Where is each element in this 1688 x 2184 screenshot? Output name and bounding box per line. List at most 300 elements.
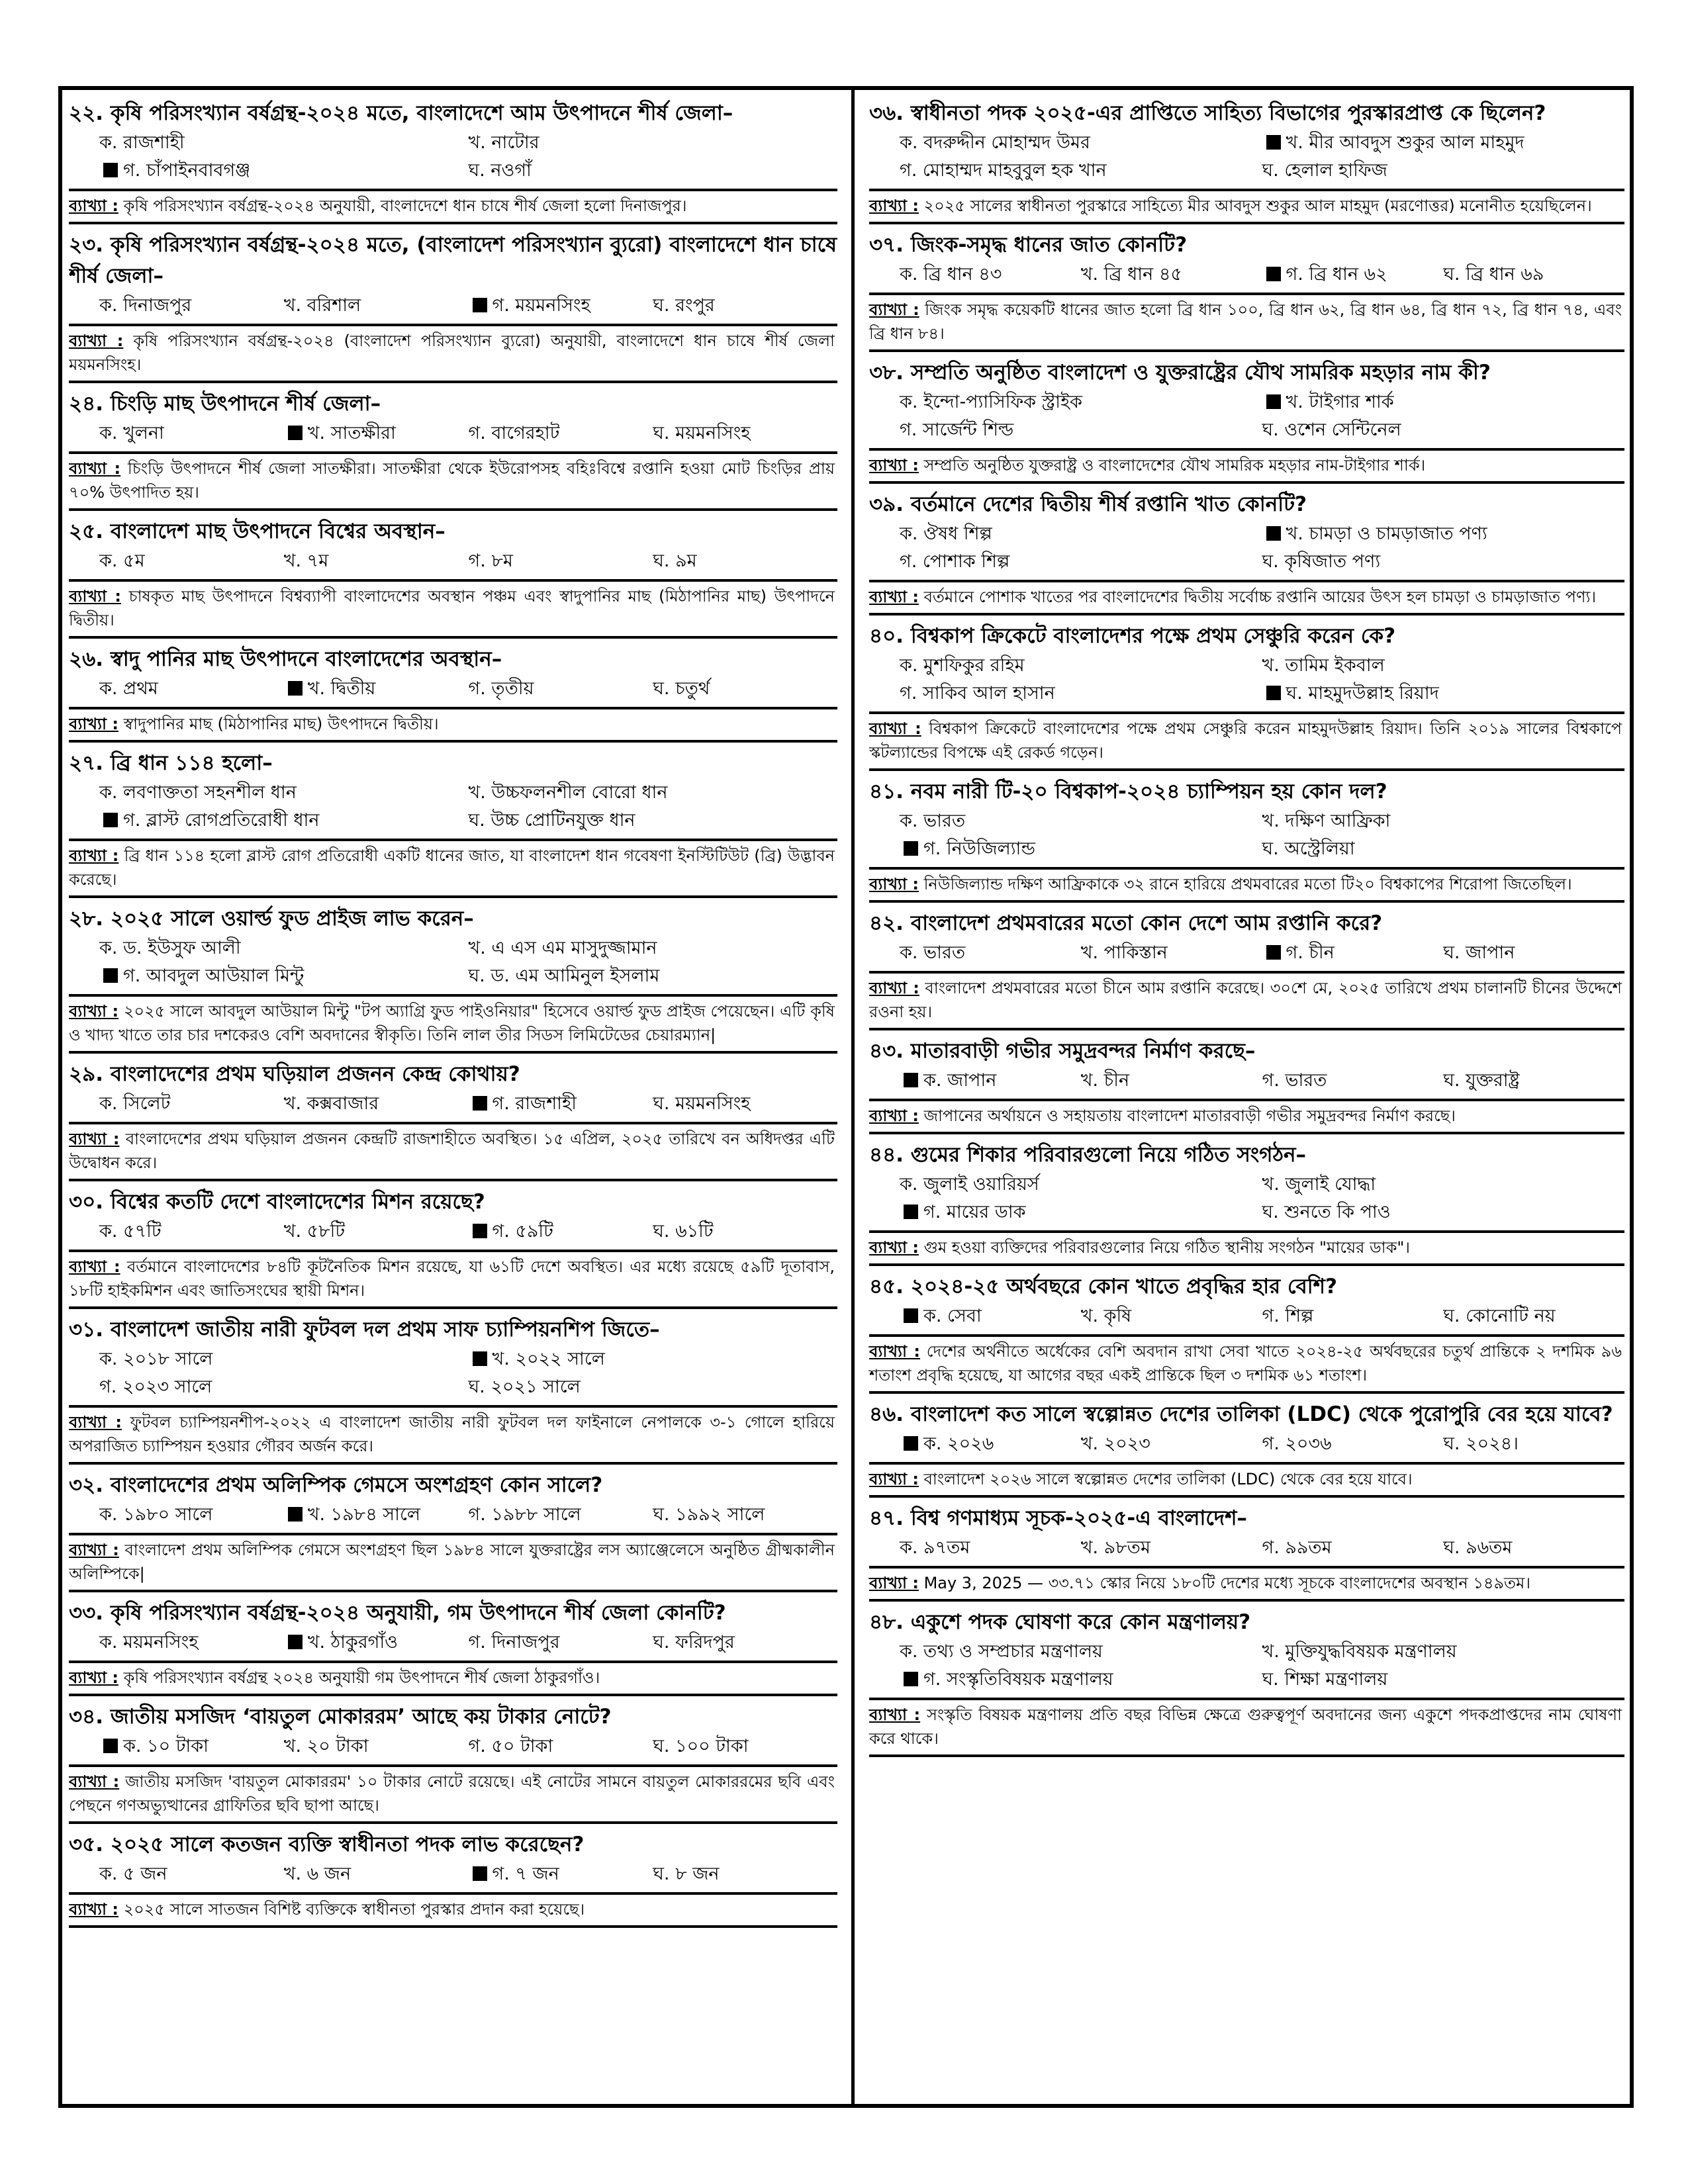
answer-option-text: ক. ৫ জন (99, 1864, 167, 1884)
options-group (869, 807, 1624, 863)
question-block (869, 621, 1624, 771)
answer-option (284, 547, 469, 575)
explanation (69, 1405, 837, 1465)
explanation (69, 1661, 837, 1696)
answer-option (1262, 1666, 1625, 1694)
answer-option (900, 1067, 1081, 1095)
correct-answer-marker-icon (288, 1507, 303, 1522)
explanation-label: ব্যাখ্যা : (69, 1772, 120, 1791)
answer-option-text: ঘ. রংপুর (653, 295, 715, 316)
explanation (869, 189, 1624, 224)
explanation (869, 1334, 1624, 1394)
question-title: ২৭. ব্রি ধান ১১৪ হলো– (69, 751, 273, 775)
answer-option-text: ঘ. জাপান (1443, 942, 1515, 963)
answer-option (99, 1733, 284, 1760)
explanation (69, 839, 837, 898)
explanation-label: ব্যাখ্যা : (69, 197, 118, 215)
answer-option-text: খ. দ্বিতীয় (307, 678, 376, 699)
answer-option (469, 157, 838, 185)
options-group (869, 1067, 1624, 1095)
explanation-text: জাতীয় মসজিদ 'বায়তুল মোকাররম' ১০ টাকার নোটে রয়েছে। এই নোটের সামনে বায়তুল মোকাররমের ছবি এবং পেছনে গণঅভ্যুত্থানের গ্রাফিতির ছবি ছাপা আছে। (69, 1772, 835, 1815)
question-block (869, 1399, 1624, 1498)
answer-option (1443, 939, 1624, 967)
answer-option-text: খ. ২০ টাকা (283, 1736, 369, 1756)
answer-option-text: ঘ. ময়মনসিংহ (653, 423, 751, 443)
explanation-label: ব্যাখ্যা : (69, 332, 124, 350)
answer-option (1443, 1534, 1624, 1562)
answer-option (1081, 1534, 1262, 1562)
answer-option (284, 1090, 469, 1118)
answer-option (1262, 261, 1444, 289)
explanation-label: ব্যাখ্যা : (869, 1107, 919, 1125)
explanation (869, 1566, 1624, 1602)
explanation-label: ব্যাখ্যা : (69, 1130, 120, 1148)
answer-option (1081, 261, 1262, 289)
question-block (69, 644, 837, 743)
explanation (69, 324, 837, 383)
answer-option (469, 962, 838, 990)
answer-option (99, 1090, 284, 1118)
answer-option-text: গ. তৃতীয় (468, 678, 534, 699)
answer-option-text: ঘ. কোনোটি নয় (1443, 1306, 1556, 1326)
answer-option (469, 675, 653, 703)
answer-option-text: ঘ. কৃষিজাত পণ্য (1262, 551, 1381, 572)
question-title: ৪৭. বিশ্ব গণমাধ্যম সূচক-২০২৫-এ বাংলাদেশ– (869, 1506, 1247, 1530)
answer-option (99, 547, 284, 575)
question-block (869, 1607, 1624, 1757)
answer-option (900, 1638, 1262, 1666)
answer-option (284, 1629, 469, 1657)
left-column (69, 98, 847, 2096)
explanation-label: ব্যাখ্যা : (69, 1900, 118, 1919)
explanation-text: কৃষি পরিসংখ্যান বর্ষগ্রন্থ ২০২৪ অনুযায়ী গম উৎপাদনে শীর্ষ জেলা ঠাকুরগাঁও। (123, 1668, 600, 1687)
correct-answer-marker-icon (904, 1205, 918, 1219)
question-title: ২৮. ২০২৫ সালে ওয়ার্ল্ড ফুড প্রাইজ লাভ করেন– (69, 907, 474, 931)
answer-option-text: ক. ড. ইউসুফ আলী (99, 938, 241, 958)
question-block (69, 1702, 837, 1824)
explanation-label: ব্যাখ্যা : (69, 587, 121, 606)
answer-option-text: গ. পোশাক শিল্প (900, 551, 1010, 572)
answer-option (1443, 1430, 1624, 1458)
answer-option (1443, 1067, 1624, 1095)
explanation (869, 1462, 1624, 1498)
answer-option-text: খ. ১৯৮৪ সালে (307, 1504, 420, 1525)
question-title: ২৩. কৃষি পরিসংখ্যান বর্ষগ্রন্থ-২০২৪ মতে, (বাংলাদেশ পরিসংখ্যান ব্যুরো) বাংলাদেশে ধান চাষে শীর্ষ জেলা– (69, 233, 837, 288)
question-block (869, 230, 1624, 352)
answer-option-text: গ. ৫৯টি (492, 1221, 553, 1242)
correct-answer-marker-icon (473, 1224, 487, 1238)
explanation-label: ব্যাখ্যা : (869, 456, 919, 475)
explanation-text: চিংড়ি উৎপাদনে শীর্ষ জেলা সাতক্ষীরা। সাতক্ষীরা থেকে ইউরোপসহ বহিঃবিশ্বে রপ্তানি হওয়া মোট চিংড়ির প্রায় ৭০% উৎপাদিত হয়। (69, 459, 835, 502)
explanation-label: ব্যাখ্যা : (869, 1706, 921, 1724)
options-group (869, 1638, 1624, 1694)
correct-answer-marker-icon (904, 1436, 918, 1451)
options-group (69, 1345, 837, 1401)
options-group (69, 934, 837, 990)
question-title: ৪৬. বাংলাদেশ কত সালে স্বল্পোন্নত দেশের তালিকা (LDC) থেকে পুরোপুরি বের হয়ে যাবে? (869, 1402, 1613, 1426)
answer-option-text: ঘ. ফরিদপুর (653, 1632, 735, 1653)
answer-option-text: খ. উচ্চফলনশীল বোরো ধান (468, 782, 668, 803)
answer-option (99, 1501, 284, 1529)
explanation-label: ব্যাখ্যা : (69, 1541, 119, 1559)
options-group (869, 520, 1624, 576)
question-title: ৩৬. স্বাধীনতা পদক ২০২৫-এর প্রাপ্তিতে সাহিত্য বিভাগের পুরস্কারপ্রাপ্ত কে ছিলেন? (869, 101, 1546, 125)
answer-option (99, 129, 469, 157)
explanation-label: ব্যাখ্যা : (869, 979, 919, 997)
options-group (69, 1733, 837, 1760)
answer-option (469, 1501, 653, 1529)
correct-answer-marker-icon (473, 1096, 487, 1111)
question-title: ৩৩. কৃষি পরিসংখ্যান বর্ষগ্রন্থ-২০২৪ অনুযায়ী, গম উৎপাদনে শীর্ষ জেলা কোনটি? (69, 1601, 726, 1625)
explanation-text: ফুটবল চ্যাম্পিয়নশীপ-২০২২ এ বাংলাদেশ জাতীয় নারী ফুটবল দল ফাইনালে নেপালকে ৩-১ গোলে হারিয়ে অপরাজিত চ্যাম্পিয়ন হওয়ার গৌরব অর্জন করে। (69, 1413, 835, 1455)
question-block (69, 98, 837, 224)
answer-option-text: ঘ. ৮ জন (653, 1864, 720, 1884)
explanation-text: স্বাদুপানির মাছ (মিঠাপানির মাছ) উৎপাদনে দ্বিতীয়। (123, 715, 439, 733)
explanation-text: গুম হওয়া ব্যক্তিদের পরিবারগুলোর নিয়ে গঠিত স্থানীয় সংগঠন "মায়ের ডাক"। (923, 1238, 1410, 1257)
answer-option-text: গ. সংস্কৃতিবিষয়ক মন্ত্রণালয় (923, 1669, 1113, 1690)
explanation-text: বাংলাদেশ ২০২৬ সালে স্বল্পোন্নত দেশের তালিকা (LDC) থেকে বের হয়ে যাবে। (923, 1470, 1413, 1488)
answer-option-text: গ. ময়মনসিংহ (492, 295, 590, 316)
answer-option-text: ক. বদরুদ্দীন মোহাম্মদ উমর (900, 132, 1090, 153)
answer-option-text: গ. চাঁপাইনবাবগঞ্জ (123, 160, 251, 181)
answer-option-text: গ. বাগেরহাট (468, 423, 560, 443)
explanation-text: ২০২৫ সালে আবদুল আউয়াল মিন্টু "টপ অ্যাগ্রি ফুড পাইওনিয়ার" হিসেবে ওয়ার্ল্ড ফুড প্রাইজ পেয়েছেন। এটি কৃষি ও খাদ্য খাতে তার চার দশকেরও বেশি অবদানের স্বীকৃতি। তিনি লাল তীর সিডস লিমিটেডের চেয়ারম্যান| (69, 1002, 835, 1044)
answer-option-text: গ. ব্রি ধান ৬২ (1286, 264, 1387, 285)
answer-option (900, 416, 1262, 444)
answer-option (469, 1629, 653, 1657)
explanation-label: ব্যাখ্যা : (869, 875, 919, 893)
answer-option (1262, 1199, 1625, 1226)
answer-option (284, 292, 469, 320)
options-group (69, 1218, 837, 1246)
answer-option (469, 547, 653, 575)
correct-answer-marker-icon (1266, 135, 1281, 150)
question-block (869, 489, 1624, 615)
options-group (869, 1171, 1624, 1226)
answer-option-text: ঘ. ২০২৪। (1443, 1433, 1519, 1454)
question-block (869, 908, 1624, 1030)
answer-option (1262, 388, 1625, 416)
question-title: ৩৫. ২০২৫ সালে কতজন ব্যক্তি স্বাধীনতা পদক লাভ করেছেন? (69, 1833, 585, 1856)
answer-option-text: ক. ঔষধ শিল্প (900, 523, 992, 544)
answer-option (469, 934, 838, 962)
explanation-text: নিউজিল্যান্ড দক্ষিণ আফ্রিকাকে ৩২ রানে হারিয়ে প্রথমবারের মতো টি২০ বিশ্বকাপের শিরোপা জিতেছিল। (923, 875, 1572, 893)
answer-option-text: ঘ. উচ্চ প্রোটিনযুক্ত ধান (468, 810, 635, 831)
question-block (69, 1187, 837, 1309)
options-group (869, 652, 1624, 707)
answer-option-text: খ. ২০২৩ (1080, 1433, 1150, 1454)
answer-option-text: ক. রাজশাহী (99, 132, 185, 153)
answer-option (1262, 835, 1625, 863)
options-group (869, 129, 1624, 185)
question-title: ৪৫. ২০২৪-২৫ অর্থবছরে কোন খাতে প্রবৃদ্ধির হার বেশি? (869, 1275, 1337, 1298)
answer-option (1262, 939, 1444, 967)
question-title: ৪১. নবম নারী টি-২০ বিশ্বকাপ-২০২৪ চ্যাম্পিয়ন হয় কোন দল? (869, 780, 1387, 803)
correct-answer-marker-icon (1266, 686, 1281, 700)
answer-option (99, 292, 284, 320)
question-title: ২৪. চিংড়ি মাছ উৎপাদনে শীর্ষ জেলা– (69, 392, 381, 416)
answer-option (284, 1860, 469, 1888)
answer-option-text: ঘ. ব্রি ধান ৬৯ (1443, 264, 1544, 285)
answer-option-text: খ. নাটোর (468, 132, 539, 153)
answer-option (99, 962, 469, 990)
answer-option (1262, 680, 1625, 707)
answer-option-text: গ. ৭ জন (492, 1864, 559, 1884)
answer-option-text: গ. ২০২৩ সালে (99, 1377, 212, 1397)
correct-answer-marker-icon (1266, 394, 1281, 409)
explanation (69, 189, 837, 224)
answer-option (469, 1218, 653, 1246)
answer-option-text: গ. ২০৩৬ (1262, 1433, 1332, 1454)
answer-option (99, 157, 469, 185)
answer-option (1262, 652, 1625, 680)
answer-option-text: ক. জুলাই ওয়ারিয়র্স (900, 1174, 1039, 1195)
page-frame (58, 86, 1634, 2108)
answer-option-text: গ. ৯৯তম (1262, 1537, 1332, 1558)
explanation (869, 1230, 1624, 1266)
question-block (869, 1036, 1624, 1134)
answer-option-text: ক. মুশফিকুর রহিম (900, 655, 1025, 676)
answer-option-text: ঘ. ড. এম আমিনুল ইসলাম (468, 966, 660, 986)
answer-option (653, 292, 837, 320)
answer-option-text: খ. সাতক্ষীরা (307, 423, 396, 443)
answer-option (900, 807, 1262, 835)
explanation-label: ব্যাখ্যা : (869, 1238, 919, 1257)
answer-option (1262, 1534, 1444, 1562)
answer-option-text: ক. ২০২৬ (923, 1433, 994, 1454)
question-title: ৩২. বাংলাদেশের প্রথম অলিম্পিক গেমসে অংশগ্রহণ কোন সালে? (69, 1473, 603, 1497)
correct-answer-marker-icon (904, 841, 918, 856)
answer-option (1262, 1067, 1444, 1095)
answer-option (99, 807, 469, 835)
explanation-text: ব্রি ধান ১১৪ হলো ব্লাস্ট রোগ প্রতিরোধী একটি ধানের জাত, যা বাংলাদেশ ধান গবেষণা ইনস্টিটিউট (ব্রি) উদ্ভাবন করেছে। (69, 846, 835, 889)
answer-option (469, 129, 838, 157)
answer-option-text: ঘ. মাহমুদউল্লাহ রিয়াদ (1286, 683, 1439, 704)
question-block (69, 388, 837, 511)
explanation-text: জিংক সমৃদ্ধ কয়েকটি ধানের জাত হলো ব্রি ধান ১০০, ব্রি ধান ৬২, ব্রি ধান ৬৪, ব্রি ধান ৭২, ব্রি ধান ৭৪, এবং ব্রি ধান ৮৪। (869, 300, 1622, 343)
answer-option (1262, 1430, 1444, 1458)
correct-answer-marker-icon (103, 1739, 118, 1753)
answer-option-text: ঘ. ৬১টি (653, 1221, 714, 1242)
answer-option-text: খ. চামড়া ও চামড়াজাত পণ্য (1286, 523, 1487, 544)
answer-option-text: খ. ৬ জন (283, 1864, 352, 1884)
answer-option-text: খ. ৭ম (283, 551, 329, 571)
options-group (69, 292, 837, 320)
question-title: ৪৮. একুশে পদক ঘোষণা করে কোন মন্ত্রণালয়? (869, 1610, 1251, 1634)
options-group (69, 1501, 837, 1529)
answer-option (653, 1860, 837, 1888)
explanation-label: ব্যাখ্যা : (69, 1002, 119, 1021)
question-block (69, 1314, 837, 1465)
answer-option-text: ক. ভারত (900, 811, 966, 831)
answer-option (1262, 129, 1625, 157)
answer-option-text: গ. শিল্প (1262, 1306, 1314, 1326)
question-title: ৩৮. সম্প্রতি অনুষ্ঠিত বাংলাদেশ ও যুক্তরাষ্ট্রের যৌথ সামরিক মহড়ার নাম কী? (869, 361, 1491, 385)
explanation (69, 1764, 837, 1824)
answer-option (1262, 1638, 1625, 1666)
answer-option-text: খ. দক্ষিণ আফ্রিকা (1262, 811, 1391, 831)
answer-option (900, 157, 1262, 185)
answer-option (99, 934, 469, 962)
answer-option-text: গ. ৮ম (468, 551, 513, 571)
answer-option-text: ঘ. ২০২১ সালে (468, 1377, 581, 1397)
answer-option-text: খ. চীন (1080, 1070, 1130, 1091)
answer-option-text: ক. ভারত (900, 942, 966, 963)
answer-option-text: গ. ব্লাস্ট রোগপ্রতিরোধী ধান (123, 810, 320, 831)
answer-option (99, 1373, 469, 1401)
question-block (69, 1829, 837, 1928)
answer-option-text: ক. ৫৭টি (99, 1221, 162, 1242)
answer-option (99, 1218, 284, 1246)
answer-option-text: ক. ১০ টাকা (123, 1736, 209, 1756)
answer-option (1262, 520, 1625, 548)
answer-option-text: ক. প্রথম (99, 678, 158, 699)
answer-option-text: গ. ১৯৮৮ সালে (468, 1504, 581, 1525)
correct-answer-marker-icon (1266, 945, 1281, 960)
answer-option (99, 779, 469, 807)
answer-option-text: গ. মায়ের ডাক (923, 1202, 1026, 1222)
answer-option (900, 1666, 1262, 1694)
explanation (69, 994, 837, 1054)
answer-option (99, 1860, 284, 1888)
correct-answer-marker-icon (288, 1635, 303, 1649)
explanation (69, 707, 837, 743)
correct-answer-marker-icon (473, 1866, 487, 1881)
question-title: ২৯. বাংলাদেশের প্রথম ঘড়িয়াল প্রজনন কেন্দ্র কোথায়? (69, 1062, 520, 1086)
question-block (69, 516, 837, 639)
answer-option-text: খ. কৃষি (1080, 1306, 1132, 1326)
answer-option (900, 129, 1262, 157)
answer-option-text: গ. আবদুল আউয়াল মিন্টু (123, 966, 305, 986)
options-group (69, 547, 837, 575)
question-block (869, 98, 1624, 224)
explanation-label: ব্যাখ্যা : (69, 1413, 122, 1432)
correct-answer-marker-icon (473, 298, 487, 312)
answer-option-text: খ. কক্সবাজার (283, 1093, 379, 1114)
answer-option-text: খ. ৫৮টি (283, 1221, 346, 1242)
answer-option (653, 1218, 837, 1246)
right-column (860, 98, 1624, 2096)
answer-option-text: খ. ২০২২ সালে (492, 1349, 605, 1369)
answer-option-text: ক. জাপান (923, 1070, 997, 1091)
explanation (69, 1892, 837, 1928)
correct-answer-marker-icon (904, 1073, 918, 1087)
answer-option-text: গ. মোহাম্মদ মাহবুবুল হক খান (900, 160, 1107, 181)
options-group (69, 129, 837, 185)
answer-option (284, 1501, 469, 1529)
question-title: ৩১. বাংলাদেশ জাতীয় নারী ফুটবল দল প্রথম সাফ চ্যাম্পিয়নশিপ জিতে– (69, 1318, 660, 1342)
answer-option (900, 835, 1262, 863)
answer-option-text: ক. ৫ম (99, 551, 145, 571)
answer-option-text: খ. বরিশাল (283, 295, 361, 316)
answer-option (1443, 1302, 1624, 1330)
explanation-text: বাংলাদেশের প্রথম ঘড়িয়াল প্রজনন কেন্দ্রটি রাজশাহীতে অবস্থিত। ১৫ এপ্রিল, ২০২৫ তারিখে বন অধিদপ্তর এটি উদ্বোধন করে। (69, 1130, 835, 1172)
explanation-label: ব্যাখ্যা : (69, 1257, 120, 1276)
explanation (869, 1698, 1624, 1757)
answer-option-text: ক. ময়মনসিংহ (99, 1632, 199, 1653)
explanation-label: ব্যাখ্যা : (69, 459, 121, 478)
explanation-text: দেশের অর্থনীতে অর্ধেকের বেশি অবদান রাখা সেবা খাতে ২০২৪-২৫ অর্থবছরের চতুর্থ প্রান্তিকে ২ দশমিক ৯৬ শতাংশ প্রবৃদ্ধি হয়েছে, যা আগের বছর একই প্রান্তিকে ছিল ৩ দশমিক ৬১ শতাংশ। (869, 1342, 1622, 1385)
column-divider (851, 90, 855, 2104)
answer-option-text: ক. ১৯৮০ সালে (99, 1504, 213, 1525)
question-title: ৩০. বিশ্বের কতটি দেশে বাংলাদেশের মিশন রয়েছে? (69, 1190, 485, 1214)
explanation (869, 1099, 1624, 1134)
answer-option-text: খ. এ এস এম মাসুদুজ্জামান (468, 938, 657, 958)
explanation-text: চাষকৃত মাছ উৎপাদনে বিশ্বব্যাপী বাংলাদেশের অবস্থান পঞ্চম এবং স্বাদুপানির মাছ (মিঠাপানির মাছ) উৎপাদনে দ্বিতীয়। (69, 587, 835, 629)
correct-answer-marker-icon (1266, 267, 1281, 281)
answer-option (469, 292, 653, 320)
correct-answer-marker-icon (904, 1308, 918, 1323)
explanation-label: ব্যাখ্যা : (869, 588, 919, 606)
correct-answer-marker-icon (288, 681, 303, 696)
answer-option (900, 548, 1262, 576)
answer-option-text: গ. দিনাজপুর (468, 1632, 560, 1653)
answer-option (900, 939, 1081, 967)
answer-option (469, 420, 653, 447)
answer-option (900, 1199, 1262, 1226)
question-block (869, 357, 1624, 484)
explanation (869, 448, 1624, 484)
explanation-text: সম্প্রতি অনুষ্ঠিত যুক্তরাষ্ট্র ও বাংলাদেশের যৌথ সামরিক মহড়ার নাম-টাইগার শার্ক। (923, 456, 1426, 475)
answer-option-text: ঘ. ৯৬তম (1443, 1537, 1513, 1558)
answer-option (1262, 157, 1625, 185)
answer-option-text: ঘ. অস্ট্রেলিয়া (1262, 839, 1355, 859)
explanation-text: সংস্কৃতি বিষয়ক মন্ত্রণালয় প্রতি বছর বিভিন্ন ক্ষেত্রে গুরুত্বপূর্ণ অবদানের জন্য একুশে পদকপ্রাপ্তদের নাম ঘোষণা করে থাকে। (869, 1706, 1622, 1748)
answer-option (469, 1373, 838, 1401)
answer-option-text: গ. নিউজিল্যান্ড (923, 839, 1035, 859)
answer-option-text: ঘ. ময়মনসিংহ (653, 1093, 751, 1114)
answer-option (99, 1629, 284, 1657)
question-title: ৩৪. জাতীয় মসজিদ ‘বায়তুল মোকাররম’ আছে কয় টাকার নোটে? (69, 1705, 612, 1729)
answer-option (1262, 548, 1625, 576)
question-title: ৪২. বাংলাদেশ প্রথমবারের মতো কোন দেশে আম রপ্তানি করে? (869, 911, 1383, 935)
question-title: ৪৩. মাতারবাড়ী গভীর সমুদ্রবন্দর নির্মাণ করছে– (869, 1039, 1256, 1063)
options-group (869, 261, 1624, 289)
answer-option (900, 652, 1262, 680)
explanation-text: বাংলাদেশ প্রথমবারের মতো চীনে আম রপ্তানি করেছে। ৩০শে মে, ২০২৫ তারিখে প্রথম চালানটি চীনের উদ্দেশে রওনা হয়। (869, 979, 1622, 1021)
answer-option-text: খ. টাইগার শার্ক (1286, 392, 1394, 412)
correct-answer-marker-icon (103, 968, 118, 983)
answer-option-text: ঘ. শুনতে কি পাও (1262, 1202, 1391, 1222)
explanation (869, 293, 1624, 352)
explanation (69, 451, 837, 511)
answer-option (900, 388, 1262, 416)
question-block (69, 903, 837, 1054)
answer-option (1081, 1067, 1262, 1095)
explanation-label: ব্যাখ্যা : (69, 715, 118, 733)
explanation-label: ব্যাখ্যা : (869, 1470, 919, 1488)
explanation-text: কৃষি পরিসংখ্যান বর্ষগ্রন্থ-২০২৪ অনুযায়ী, বাংলাদেশে ধান চাষে শীর্ষ জেলা হলো দিনাজপুর। (123, 197, 687, 215)
question-block (869, 1271, 1624, 1394)
explanation (69, 1122, 837, 1181)
question-title: ২৬. স্বাদু পানির মাছ উৎপাদনে বাংলাদেশের অবস্থান– (69, 647, 502, 671)
answer-option (284, 1733, 469, 1760)
answer-option (284, 420, 469, 447)
answer-option (1262, 416, 1625, 444)
answer-option (469, 1860, 653, 1888)
explanation (69, 1250, 837, 1309)
explanation-label: ব্যাখ্যা : (869, 719, 921, 738)
explanation-label: ব্যাখ্যা : (869, 1342, 921, 1361)
question-block (69, 1470, 837, 1592)
answer-option (99, 675, 284, 703)
explanation-text: কৃষি পরিসংখ্যান বর্ষগ্রন্থ-২০২৪ (বাংলাদেশ পরিসংখ্যান ব্যুরো) অনুযায়ী, বাংলাদেশে ধান চাষে শীর্ষ জেলা ময়মনসিংহ। (69, 332, 835, 374)
answer-option (1262, 1302, 1444, 1330)
answer-option (900, 261, 1081, 289)
answer-option-text: খ. তামিম ইকবাল (1262, 655, 1385, 676)
answer-option-text: ঘ. নওগাঁ (468, 160, 532, 181)
answer-option-text: খ. মীর আবদুস শুকুর আল মাহমুদ (1286, 132, 1524, 153)
